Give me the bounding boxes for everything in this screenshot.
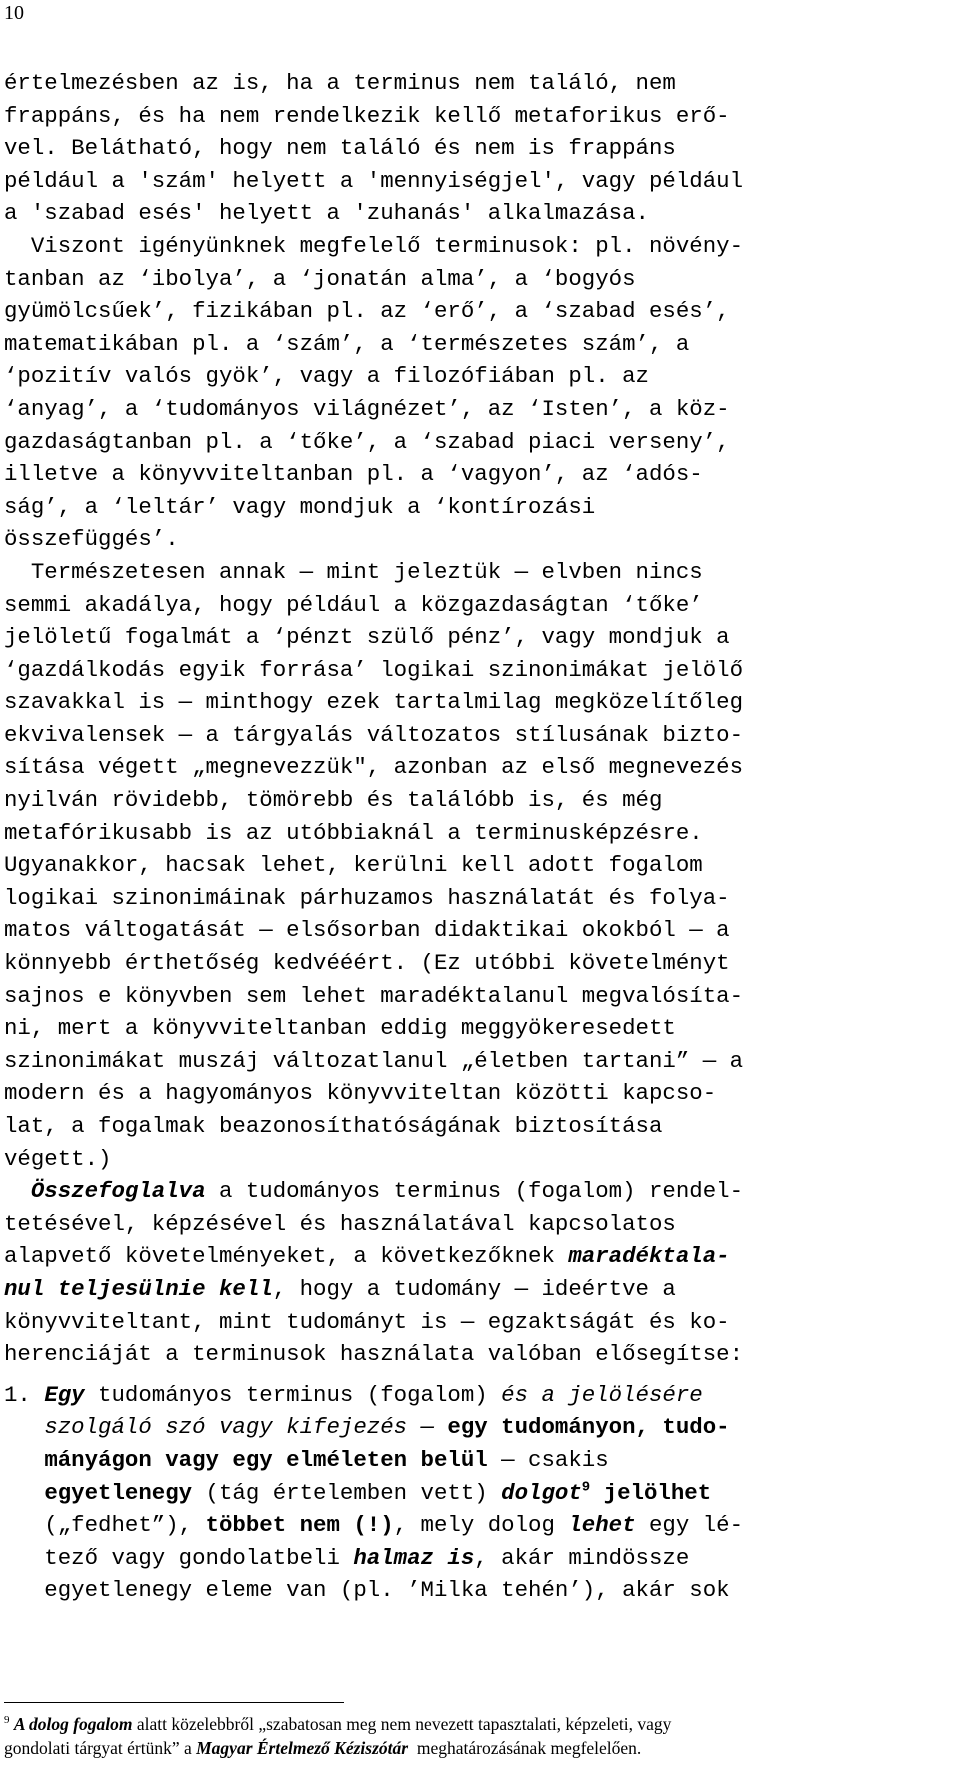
body-text-line — [4, 1338, 954, 1371]
body-text-segment: Természetesen annak — mint jeleztük — elvben nincs — [4, 558, 703, 585]
body-text-segment — [4, 1414, 44, 1440]
body-text-line — [4, 100, 954, 133]
body-text-segment: 1. — [4, 1381, 45, 1408]
footnote-number: 9 — [4, 1714, 10, 1727]
body-text-segment: mányágon vagy egy elméleten belül — [44, 1446, 488, 1473]
body-text-segment: (tág értelemben vett) — [192, 1479, 502, 1506]
body-text-line — [4, 1542, 954, 1575]
body-text-line — [4, 360, 954, 393]
body-text-line — [4, 1077, 954, 1110]
body-text-segment: nyilván rövidebb, tömörebb és találóbb is, és még — [4, 787, 663, 814]
body-text-segment: matos váltogatását — elsősorban didaktikai okokból — a — [4, 917, 730, 944]
body-text-segment — [4, 1447, 44, 1473]
body-text-segment: ‘pozitív valós gyök’, vagy a filozófiában pl. az — [4, 363, 649, 390]
body-text-segment: („fedhet”), — [4, 1512, 206, 1539]
body-text-segment: ekvivalensek — a tárgyalás változatos stílusának bizto- — [4, 721, 744, 748]
footnote-segment: A dolog fogalom — [13, 1714, 133, 1734]
body-text-segment: , mely dolog — [393, 1512, 569, 1539]
body-text-segment: frappáns, és ha nem rendelkezik kellő metaforikus erő- — [4, 102, 730, 129]
body-text-segment: egy lé- — [635, 1512, 744, 1539]
page-number: 10 — [4, 2, 24, 24]
body-text-segment: Összefoglalva — [30, 1178, 206, 1205]
body-text-segment: tudományos terminus (fogalom) — [84, 1381, 502, 1408]
footnote-segment: Magyar Értelmező Kéziszótár — [196, 1738, 409, 1758]
footnote-line — [4, 1736, 954, 1760]
body-text-line — [4, 882, 954, 915]
body-text-segment: végett.) — [4, 1145, 112, 1172]
body-text-line — [4, 1306, 954, 1339]
body-text-segment: tező vagy gondolatbeli — [4, 1544, 354, 1571]
body-text-line — [4, 654, 954, 687]
body-text-segment: dolgot — [501, 1479, 582, 1506]
body-text-segment: gyümölcsűek’, fizikában pl. az ‘erő’, a ‘szabad esés’, — [4, 298, 730, 325]
body-text-segment: tetésével, képzésével és használatával kapcsolatos — [4, 1210, 676, 1237]
body-text-segment: gazdaságtanban pl. a ‘tőke’, a ‘szabad piaci verseny’, — [4, 428, 730, 455]
body-text-segment: , akár mindössze — [474, 1544, 690, 1571]
body-text-segment: sajnos e könyvben sem lehet maradéktalanul megvalósíta- — [4, 982, 744, 1009]
body-text-line — [4, 784, 954, 817]
footnote-segment: gondolati tárgyat értünk” a — [4, 1738, 197, 1758]
body-text-segment: nul teljesülnie kell — [4, 1275, 273, 1302]
body-text-segment — [590, 1480, 603, 1506]
body-text-segment: semmi akadálya, hogy például a közgazdaságtan ‘tőke’ — [4, 591, 703, 618]
body-text-line — [4, 165, 954, 198]
body-text-line — [4, 295, 954, 328]
body-text-line — [4, 556, 954, 589]
body-text-line — [4, 621, 954, 654]
body-text-line — [4, 230, 954, 263]
body-text-segment: — csakis — [487, 1446, 609, 1473]
body-text-line — [4, 458, 954, 491]
body-text-segment: herenciáját a terminusok használata valóban elősegítse: — [4, 1341, 744, 1368]
body-text-segment: tanban az ‘ibolya’, a ‘jonatán alma’, a ‘bogyós — [4, 265, 636, 292]
body-text-segment: többet nem (!) — [205, 1512, 394, 1539]
body-text-segment: lehet — [568, 1512, 636, 1539]
body-text-segment: szavakkal is — minthogy ezek tartalmilag megközelítőleg — [4, 689, 744, 716]
body-text-line — [4, 1379, 954, 1412]
body-text-segment: könyvviteltant, mint tudományt is — egzaktságát és ko- — [4, 1308, 730, 1335]
body-text-line — [4, 1444, 954, 1477]
body-text-segment: könnyebb érthetőség kedvééért. (Ez utóbbi követelményt — [4, 950, 730, 977]
body-text-segment: ság’, a ‘leltár’ vagy mondjuk a ‘kontírozási — [4, 493, 596, 520]
body-text-line — [4, 1045, 954, 1078]
body-text-segment: halmaz is — [353, 1544, 475, 1571]
body-text-line — [4, 751, 954, 784]
body-text-line — [4, 1175, 954, 1208]
body-text-line — [4, 1110, 954, 1143]
body-text-segment: Egy — [44, 1381, 85, 1408]
body-text-line — [4, 263, 954, 296]
body-text-line — [4, 947, 954, 980]
body-text-line — [4, 1509, 954, 1542]
body-text-segment: alapvető követelményeket, a következőknek — [4, 1243, 569, 1270]
body-text-segment: logikai szinonimáinak párhuzamos használatát és folya- — [4, 884, 730, 911]
body-text-segment: értelmezésben az is, ha a terminus nem találó, nem — [4, 70, 676, 96]
body-text-segment: összefüggés’. — [4, 526, 179, 553]
body-text-line — [4, 132, 954, 165]
body-text-segment: ni, mert a könyvviteltanban eddig meggyökeresedett — [4, 1015, 676, 1042]
body-text-line — [4, 589, 954, 622]
body-text-segment: Ugyanakkor, hacsak lehet, kerülni kell adott fogalom — [4, 852, 703, 879]
body-text-segment — [4, 1480, 44, 1506]
body-text-segment: metafórikusabb is az utóbbiaknál a terminusképzésre. — [4, 819, 703, 846]
body-text-segment: szinonimákat muszáj változatlanul „életben tartani” — a — [4, 1047, 744, 1074]
body-text-segment: jelölhet — [603, 1479, 712, 1506]
body-text-segment: , hogy a tudomány — ideértve a — [272, 1275, 676, 1302]
footnote-rule — [4, 1702, 344, 1703]
body-text-segment: és a jelölésére — [501, 1381, 703, 1408]
body-text-segment: illetve a könyvviteltanban pl. a ‘vagyon’, az ‘adós- — [4, 461, 703, 488]
body-text-line — [4, 197, 954, 230]
body-text-segment: lat, a fogalmak beazonosíthatóságának biztosítása — [4, 1113, 663, 1139]
body-text-line — [4, 1012, 954, 1045]
body-text-line — [4, 817, 954, 850]
body-text-line — [4, 1477, 954, 1510]
body-text-line — [4, 719, 954, 752]
body-text-line — [4, 980, 954, 1013]
body-text-line — [4, 328, 954, 361]
body-text-line — [4, 1574, 954, 1607]
footnote-segment: alatt közelebbről „szabatosan meg nem nevezett tapasztalati, képzeleti, vagy — [132, 1714, 672, 1734]
body-text-line — [4, 67, 954, 100]
footnote-segment: meghatározásának megfelelően. — [408, 1738, 642, 1758]
body-text-segment: sítása végett „megnevezzük", azonban az első megnevezés — [4, 754, 744, 781]
body-text — [4, 67, 954, 1607]
body-text-segment: matematikában pl. a ‘szám’, a ‘természetes szám’, a — [4, 330, 690, 357]
body-text-segment: egyetlenegy eleme van (pl. ’Milka tehén’), akár sok — [4, 1577, 730, 1604]
body-text-segment: például a 'szám' helyett a 'mennyiségjel', vagy például — [4, 167, 744, 194]
body-text-line — [4, 686, 954, 719]
body-text-line — [4, 849, 954, 882]
body-text-line — [4, 523, 954, 556]
body-text-segment: szolgáló szó vagy kifejezés — — [44, 1414, 448, 1441]
body-text-segment: egyetlenegy — [44, 1479, 193, 1506]
footnote — [4, 1712, 954, 1760]
body-text-segment: vel. Belátható, hogy nem találó és nem is frappáns — [4, 135, 676, 162]
body-text-segment: Viszont igényünknek megfelelő terminusok: pl. növény- — [4, 232, 744, 259]
body-text-line — [4, 1411, 954, 1444]
footnote-ref: 9 — [581, 1479, 591, 1496]
body-text-segment: egy tudományon, tudo- — [447, 1414, 730, 1441]
body-text-segment: a 'szabad esés' helyett a 'zuhanás' alkalmazása. — [4, 200, 649, 227]
body-text-line — [4, 491, 954, 524]
body-text-line — [4, 1143, 954, 1176]
body-text-segment: ‘anyag’, a ‘tudományos világnézet’, az ‘Isten’, a köz- — [4, 395, 730, 422]
body-text-line — [4, 426, 954, 459]
body-text-line — [4, 1273, 954, 1306]
footnote-line — [4, 1712, 954, 1736]
body-text-line — [4, 1208, 954, 1241]
body-text-line — [4, 393, 954, 426]
body-text-segment: modern és a hagyományos könyvviteltan közötti kapcso- — [4, 1080, 717, 1107]
body-text-line — [4, 1240, 954, 1273]
body-text-line — [4, 914, 954, 947]
body-text-segment: a tudományos terminus (fogalom) rendel- — [205, 1178, 744, 1205]
body-text-segment: maradéktala- — [568, 1243, 730, 1270]
body-text-segment: jelöletű fogalmát a ‘pénzt szülő pénz’, vagy mondjuk a — [4, 624, 730, 651]
body-text-segment — [4, 1178, 31, 1204]
body-text-segment: ‘gazdálkodás egyik forrása’ logikai szinonimákat jelölő — [4, 656, 744, 683]
